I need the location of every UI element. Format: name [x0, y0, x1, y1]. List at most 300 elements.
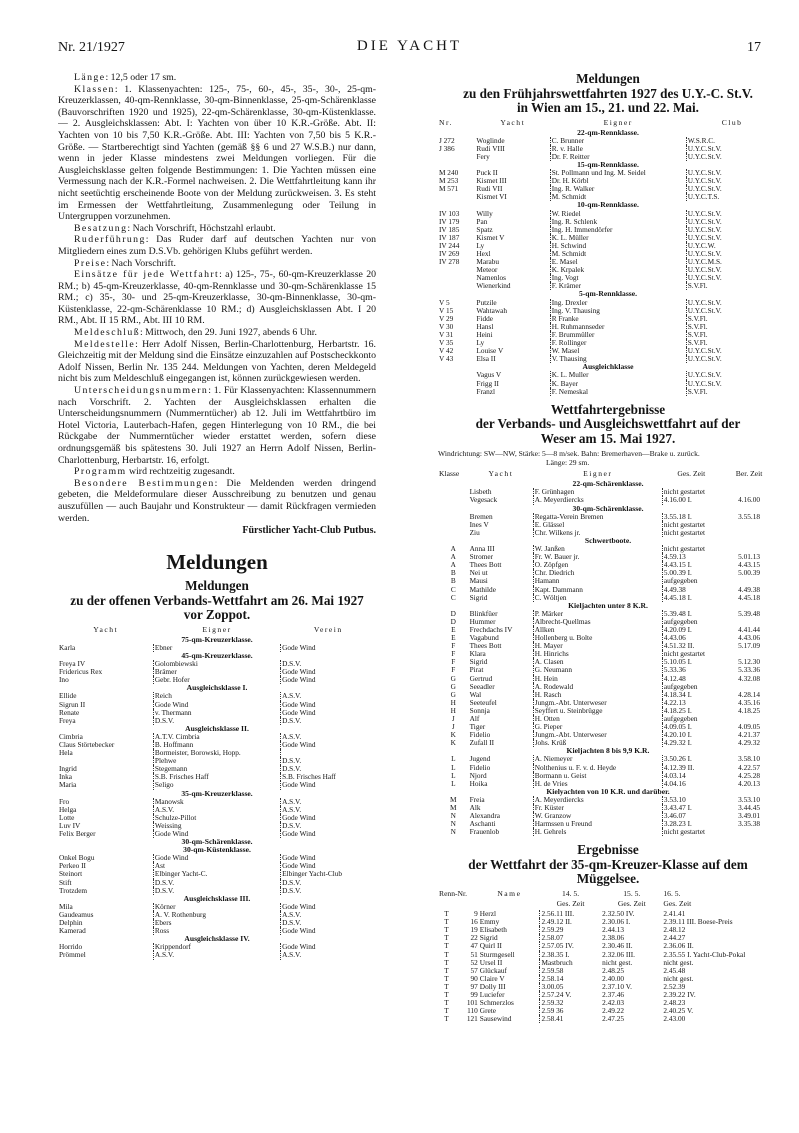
- owner-cell: Dr. H. Körbl: [550, 177, 686, 185]
- class-heading: Schwertboote.: [584, 536, 632, 545]
- yacht-cell: Rudi VII: [476, 185, 503, 194]
- yacht-cell: Steinort: [59, 870, 83, 879]
- corrected-time-cell: [720, 618, 778, 626]
- sail-number-cell: [438, 371, 475, 379]
- day3-time-cell: 2.52.39: [663, 982, 686, 991]
- paragraph-text: : Die Meldenden werden dringend gebeten, die Meldeformulare dieser Ausschreibung zu benutzen und genau auszufüllen — auch Baujahr und Konstrukteur — damit Rückfragen vermieden werden.: [58, 477, 376, 524]
- table-row: [438, 910, 778, 918]
- announcement-paragraph: [58, 258, 376, 270]
- owner-cell: v. Thermann: [153, 709, 280, 717]
- elapsed-time-cell: 4.45.18 I.: [662, 594, 720, 602]
- elapsed-time-cell: nicht gestartet: [662, 521, 720, 529]
- owner-cell: Gode Wind: [153, 830, 280, 838]
- table-row: [58, 741, 376, 749]
- weser-title-line: Wettfahrtergebnisse: [550, 401, 666, 417]
- owner-cell: Regatta-Verein Bremen: [533, 513, 662, 521]
- paragraph-label: Länge: [74, 72, 106, 83]
- club-cell: D.S.V.: [281, 919, 376, 927]
- paragraph-text: : Nach Vorschrift.: [106, 257, 176, 269]
- table-row: [58, 822, 376, 830]
- club-cell: Gode Wind: [281, 854, 376, 862]
- yacht-cell: Meteor: [476, 266, 498, 275]
- day3-time-cell: nicht gest.: [663, 974, 694, 983]
- yacht-cell: Louise V: [476, 347, 504, 356]
- yacht-cell: Marabu: [476, 258, 500, 267]
- yacht-cell: Klara: [469, 650, 486, 659]
- elapsed-time-cell: nicht gestartet: [662, 529, 720, 537]
- day1-time-cell: 2.59.58: [540, 967, 601, 975]
- sail-number-cell: V 43: [439, 355, 454, 364]
- owner-cell: Kapt. Dammann: [533, 586, 662, 594]
- yacht-cell: Thees Bott: [469, 642, 502, 651]
- yacht-cell: Sausewind: [479, 1015, 512, 1024]
- table-row: [58, 717, 376, 725]
- club-cell: [281, 749, 376, 757]
- column-header: Renn-Nr.: [439, 889, 468, 898]
- column-header: Yacht: [488, 470, 514, 479]
- yacht-cell: Vagus V: [476, 371, 502, 380]
- club-cell: D.S.V.: [281, 717, 376, 725]
- race-number-cell: 22: [470, 934, 478, 943]
- day1-time-cell: 2.58.07: [540, 934, 601, 942]
- class-cell: A: [450, 545, 456, 554]
- corrected-time-cell: [720, 577, 778, 585]
- table-row: [438, 258, 778, 266]
- table-row: [438, 918, 778, 926]
- class-cell: F: [451, 658, 456, 667]
- owner-cell: G. Neumann: [533, 666, 662, 674]
- owner-cell: Ebers: [153, 919, 280, 927]
- corrected-time-cell: 4.41.44: [738, 625, 761, 634]
- yacht-cell: Rudi VIII: [476, 144, 505, 153]
- yacht-cell: Bremen: [469, 512, 493, 521]
- class-heading-row: [438, 129, 778, 137]
- corrected-time-cell: 5.17.09: [738, 642, 761, 651]
- class-cell: T: [444, 942, 449, 951]
- yacht-cell: Putzile: [476, 298, 497, 307]
- owner-cell: Ing. Vogt: [550, 274, 686, 282]
- class-heading-row: [438, 602, 778, 610]
- announcement-paragraph: [58, 478, 376, 524]
- class-heading-row: [58, 895, 376, 903]
- owner-cell: Ing. R. Walker: [550, 185, 686, 193]
- corrected-time-cell: 3.35.38: [738, 820, 761, 829]
- corrected-time-cell: 4.29.32: [738, 739, 761, 748]
- yacht-cell: Wahtawah: [476, 306, 508, 315]
- table-row: [438, 153, 778, 161]
- owner-cell: Chr. Wilkens jr.: [533, 529, 662, 537]
- owner-cell: Ing. Drexler: [550, 299, 686, 307]
- yacht-cell: Karla: [59, 643, 76, 652]
- yacht-cell: Stromer: [469, 553, 494, 562]
- table-row: [438, 699, 778, 707]
- class-cell: C: [450, 585, 456, 594]
- owner-cell: Albrecht-Quellmas: [533, 618, 662, 626]
- column-header: Klasse: [439, 470, 460, 479]
- club-cell: U.Y.C.St.V.: [686, 307, 778, 315]
- table-row: [438, 282, 778, 290]
- zoppot-title-line: zu der offenen Verbands-Wettfahrt am 26. Mai 1927: [70, 592, 364, 608]
- club-cell: U.Y.C.St.V.: [686, 266, 778, 274]
- class-heading: 10-qm-Rennklasse.: [577, 201, 639, 210]
- class-heading-row: [438, 363, 778, 371]
- day2-time-cell: 2.37.46: [602, 991, 625, 1000]
- owner-cell: F. Grünhagen: [533, 488, 662, 496]
- class-heading-row: [58, 846, 376, 854]
- announcement-paragraph: [58, 339, 376, 385]
- yacht-cell: Kismet V: [476, 233, 505, 242]
- class-cell: F: [451, 642, 456, 651]
- club-cell: D.S.V.: [281, 879, 376, 887]
- race-number-cell: 19: [470, 926, 478, 935]
- owner-cell: Jungm.-Abt. Unterweser: [533, 699, 662, 707]
- column-header: Eigner: [603, 118, 633, 127]
- club-cell: U.Y.C.St.V.: [686, 380, 778, 388]
- table-row: [438, 967, 778, 975]
- day1-time-cell: 3.00.05: [540, 983, 601, 991]
- owner-cell: G. Pieper: [533, 723, 662, 731]
- class-cell: [438, 529, 469, 537]
- column-header: Verein: [313, 625, 343, 634]
- paragraph-label: Besondere Bestimmungen: [74, 477, 215, 489]
- corrected-time-cell: 3.53.10: [738, 795, 761, 804]
- sail-number-cell: [438, 282, 475, 290]
- column-header: 15. 5.: [623, 889, 641, 898]
- table-row: [438, 586, 778, 594]
- table-row: [438, 193, 778, 201]
- owner-cell: Manowsk: [153, 798, 280, 806]
- yacht-cell: Ingrid: [59, 765, 77, 774]
- club-cell: Gode Wind: [281, 668, 376, 676]
- owner-cell: A.S.V.: [153, 951, 280, 959]
- class-cell: J: [451, 715, 455, 723]
- class-cell: F: [451, 650, 456, 659]
- owner-cell: St. Pollmann und Ing. M. Seidel: [550, 169, 686, 177]
- column-header: 16. 5.: [663, 889, 681, 898]
- day2-time-cell: 2.49.22: [602, 1007, 625, 1016]
- column-header: Yacht: [500, 118, 526, 127]
- corrected-time-cell: 3.44.45: [738, 804, 761, 813]
- yacht-cell: Kismet VI: [476, 193, 507, 202]
- class-heading: 30-qm-Schärenklasse.: [572, 504, 644, 513]
- yacht-cell: Emmy: [479, 918, 500, 927]
- day1-time-cell: 2.57.24 V.: [540, 991, 601, 999]
- table-row: [58, 854, 376, 862]
- class-cell: T: [444, 950, 449, 959]
- zoppot-title-line: vor Zoppot.: [183, 607, 251, 623]
- club-cell: Gode Wind: [281, 903, 376, 911]
- club-cell: Gode Wind: [281, 741, 376, 749]
- sail-number-cell: V 29: [439, 314, 454, 323]
- race-number-cell: 51: [470, 950, 478, 959]
- owner-cell: K. Krpalek: [550, 266, 686, 274]
- yacht-cell: Ziu: [469, 528, 480, 537]
- owner-cell: H. Schwind: [550, 242, 686, 250]
- yacht-cell: Fridericus Rex: [59, 668, 103, 677]
- yacht-cell: Dolly III: [479, 982, 506, 991]
- yacht-cell: Sigrid: [469, 658, 488, 667]
- table-row: [58, 830, 376, 838]
- class-heading: 35-qm-Kreuzerklasse.: [181, 789, 253, 798]
- owner-cell: Körner: [153, 903, 280, 911]
- class-cell: T: [444, 1007, 449, 1016]
- club-cell: U.Y.C.St.V.: [686, 250, 778, 258]
- club-cell: A.S.V.: [281, 951, 376, 959]
- table-row: [58, 887, 376, 895]
- table-row: [438, 772, 778, 780]
- owner-cell: A. Meyerdiercks: [533, 496, 662, 504]
- elapsed-time-cell: 4.20.09 I.: [662, 626, 720, 634]
- owner-cell: Ing. V. Thausing: [550, 307, 686, 315]
- elapsed-time-cell: 4.18.34 I.: [662, 691, 720, 699]
- class-cell: T: [444, 926, 449, 935]
- table-row: [58, 943, 376, 951]
- club-cell: D.S.V.: [281, 887, 376, 895]
- class-cell: A: [450, 553, 456, 562]
- class-heading-row: [438, 161, 778, 169]
- table-row: [438, 577, 778, 585]
- day3-time-cell: nicht gest.: [663, 958, 694, 967]
- wien-entries-table: [438, 119, 778, 396]
- table-row: [438, 1007, 778, 1015]
- owner-cell: K. L. Müller: [550, 234, 686, 242]
- elapsed-time-cell: 3.43.47 I.: [662, 804, 720, 812]
- corrected-time-cell: 5.01.13: [738, 553, 761, 562]
- issue-number: Nr. 21/1927: [58, 40, 125, 55]
- yacht-cell: Freya IV: [59, 660, 86, 669]
- yacht-cell: Grete: [479, 1007, 497, 1016]
- corrected-time-cell: [720, 521, 778, 529]
- corrected-time-cell: 4.43.06: [738, 634, 761, 643]
- elapsed-time-cell: 4.20.10 I.: [662, 731, 720, 739]
- club-cell: U.Y.C.St.V.: [686, 210, 778, 218]
- owner-cell: Bormeister, Borowski, Hopp.: [153, 749, 280, 757]
- paragraph-text: : Herr Adolf Nissen, Berlin-Charlottenburg, Herbartstr. 16. Gleichzeitig mit der Meldung sind die Einsätze einzuzahlen auf Postscheckkonto Adolf Nissen, Berlin Nr. 135 244. Meldungen von Yachten, deren Meldegeld nicht bis zum Meldeschluß eingegangen ist, können zurückgewiesen werden.: [58, 338, 376, 385]
- column-header: Ges. Zeit: [677, 470, 706, 479]
- table-row: [438, 650, 778, 658]
- column-header: Nr.: [439, 118, 453, 127]
- table-row: [58, 951, 376, 959]
- class-heading-row: [58, 790, 376, 798]
- class-cell: T: [444, 991, 449, 1000]
- yacht-cell: Trotzdem: [59, 886, 88, 895]
- yacht-cell: Aschanti: [469, 820, 496, 829]
- class-cell: T: [444, 974, 449, 983]
- paragraph-label: Preise: [74, 257, 107, 269]
- day2-time-cell: 2.32.06 III.: [602, 950, 636, 959]
- owner-cell: Bormann u. Geist: [533, 772, 662, 780]
- announcement-paragraph: [58, 269, 376, 327]
- day2-time-cell: 2.47.25: [602, 1015, 625, 1024]
- table-row: [58, 919, 376, 927]
- table-row: [438, 1015, 778, 1023]
- table-row: [58, 709, 376, 717]
- table-row: [438, 137, 778, 145]
- club-cell: S.V.Fl.: [686, 282, 778, 290]
- yacht-cell: Ly: [476, 241, 485, 250]
- table-row: [438, 764, 778, 772]
- day1-time-cell: 2.59.29: [540, 926, 601, 934]
- yacht-cell: Fidelio: [469, 731, 491, 740]
- elapsed-time-cell: 3.50.26 I.: [662, 755, 720, 763]
- column-subheader: Ges. Zeit: [556, 900, 585, 908]
- table-row: [438, 983, 778, 991]
- paragraph-text: : Nach Vorschrift, Höchstzahl erlaubt.: [127, 222, 276, 234]
- announcement-paragraph: [58, 84, 376, 223]
- yacht-cell: Ines V: [469, 520, 489, 529]
- day2-time-cell: 2.30.06 I.: [602, 918, 631, 927]
- class-heading: Kieljachten 8 bis 9,9 K.R.: [566, 747, 650, 756]
- class-cell: K: [450, 731, 456, 740]
- corrected-time-cell: 4.32.08: [738, 674, 761, 683]
- owner-cell: H. Mayer: [533, 642, 662, 650]
- table-row: [438, 804, 778, 812]
- yacht-cell: Wienerkind: [476, 282, 511, 291]
- owner-cell: H. de Vries: [533, 780, 662, 788]
- table-row: [438, 975, 778, 983]
- corrected-time-cell: [720, 488, 778, 496]
- yacht-cell: [58, 757, 153, 765]
- table-row: [438, 610, 778, 618]
- table-row: [438, 339, 778, 347]
- club-cell: Gode Wind: [281, 781, 376, 789]
- table-row: [438, 942, 778, 950]
- club-cell: U.Y.C.St.V.: [686, 355, 778, 363]
- table-row: [438, 828, 778, 836]
- elapsed-time-cell: 3.53.10: [662, 796, 720, 804]
- race-number-cell: 16: [470, 918, 478, 927]
- table-row: [58, 765, 376, 773]
- yacht-cell: Elisabeth: [479, 926, 507, 935]
- table-row: [438, 561, 778, 569]
- class-heading: 45-qm-Kreuzerklasse.: [181, 651, 253, 660]
- sail-number-cell: [438, 193, 475, 201]
- day3-time-cell: 2.41.41: [663, 910, 686, 919]
- table-row: [438, 266, 778, 274]
- class-cell: L: [451, 755, 456, 764]
- yacht-cell: Frechdachs IV: [469, 625, 513, 634]
- column-subheader: Ges. Zeit: [663, 900, 692, 908]
- yacht-cell: Woglinde: [476, 136, 505, 145]
- club-cell: Elbinger Yacht-Club: [281, 870, 376, 878]
- race-number-cell: 97: [470, 982, 478, 991]
- club-cell: Gode Wind: [281, 943, 376, 951]
- club-signature: Fürstlicher Yacht-Club Putbus.: [242, 525, 376, 537]
- owner-cell: Seyffert u. Steinbrügge: [533, 707, 662, 715]
- table-row: [58, 879, 376, 887]
- yacht-cell: Fro: [59, 797, 70, 806]
- club-cell: U.Y.C.M.S.: [686, 258, 778, 266]
- club-cell: Gode Wind: [281, 701, 376, 709]
- sail-number-cell: IV 103: [439, 209, 460, 218]
- yacht-cell: Nei ut: [469, 569, 488, 578]
- mueggelsee-title-line: Ergebnisse: [577, 842, 639, 858]
- sail-number-cell: [438, 274, 475, 282]
- yacht-cell: Ursel II: [479, 958, 503, 967]
- elapsed-time-cell: nicht gestartet: [662, 488, 720, 496]
- day2-time-cell: 2.42.03: [602, 999, 625, 1008]
- table-row: [438, 675, 778, 683]
- owner-cell: H. Gehrels: [533, 828, 662, 836]
- column-subheader: Ges. Zeit: [617, 900, 646, 908]
- table-row: [438, 683, 778, 691]
- club-cell: U.Y.C.St.V.: [686, 234, 778, 242]
- owner-cell: Allken: [533, 626, 662, 634]
- day3-time-cell: 2.40.25 V.: [663, 1007, 694, 1016]
- class-cell: G: [450, 682, 456, 691]
- class-cell: H: [450, 698, 456, 707]
- class-cell: [438, 513, 469, 521]
- club-cell: Gode Wind: [281, 676, 376, 684]
- class-cell: H: [450, 706, 456, 715]
- zoppot-entries-table: [58, 626, 376, 960]
- owner-cell: A.S.V.: [153, 806, 280, 814]
- owner-cell: W. Granzow: [533, 812, 662, 820]
- table-row: [438, 666, 778, 674]
- owner-cell: Hollenberg u. Bolte: [533, 634, 662, 642]
- table-row: [438, 739, 778, 747]
- corrected-time-cell: [720, 715, 778, 723]
- class-cell: L: [451, 779, 456, 788]
- yacht-cell: Luciefer: [479, 991, 505, 1000]
- paragraph-label: Unterscheidungsnummern: [74, 385, 209, 397]
- elapsed-time-cell: 4.43.15 I.: [662, 561, 720, 569]
- owner-cell: D.S.V.: [153, 717, 280, 725]
- owner-cell: Brämer: [153, 668, 280, 676]
- table-row: [438, 315, 778, 323]
- owner-cell: F. Rollinger: [550, 339, 686, 347]
- yacht-cell: Alexandra: [469, 812, 500, 821]
- table-row: [58, 814, 376, 822]
- table-row: [58, 733, 376, 741]
- paragraph-label: Programm: [74, 466, 127, 478]
- class-heading-row: [58, 636, 376, 644]
- owner-cell: Ast: [153, 862, 280, 870]
- paragraph-label: Besatzung: [74, 222, 128, 234]
- table-row: [58, 701, 376, 709]
- elapsed-time-cell: 5.33.36: [662, 666, 720, 674]
- table-row: [58, 862, 376, 870]
- corrected-time-cell: 4.49.38: [738, 585, 761, 594]
- class-cell: N: [450, 820, 456, 829]
- table-row: [58, 644, 376, 652]
- page-header: [58, 38, 761, 60]
- paragraph-text: : Mittwoch, den 29. Juni 1927, abends 6 Uhr.: [140, 327, 317, 339]
- table-row: [438, 634, 778, 642]
- club-cell: A.S.V.: [281, 798, 376, 806]
- elapsed-time-cell: 4.16.00 I.: [662, 496, 720, 504]
- owner-cell: Nolthenius u. F. v. d. Heyde: [533, 764, 662, 772]
- yacht-cell: Schmerzlos: [479, 999, 514, 1008]
- yacht-cell: Renate: [59, 708, 80, 717]
- race-number-cell: 90: [470, 974, 478, 983]
- sail-number-cell: [438, 153, 475, 161]
- elapsed-time-cell: nicht gestartet: [662, 828, 720, 836]
- corrected-time-cell: 5.00.39: [738, 569, 761, 578]
- paragraph-label: Ruderführung: [74, 234, 146, 246]
- yacht-cell: Zufall II: [469, 739, 495, 748]
- table-row: [438, 226, 778, 234]
- yacht-cell: Claire V: [479, 974, 505, 983]
- day3-time-cell: 2.35.55 I. Yacht-Club-Pokal: [663, 950, 746, 959]
- corrected-time-cell: 4.21.37: [738, 731, 761, 740]
- sail-number-cell: V 30: [439, 322, 454, 331]
- table-row: [438, 145, 778, 153]
- sail-number-cell: IV 244: [439, 241, 460, 250]
- table-row: [438, 513, 778, 521]
- table-row: [438, 371, 778, 379]
- owner-cell: W. Masel: [550, 347, 686, 355]
